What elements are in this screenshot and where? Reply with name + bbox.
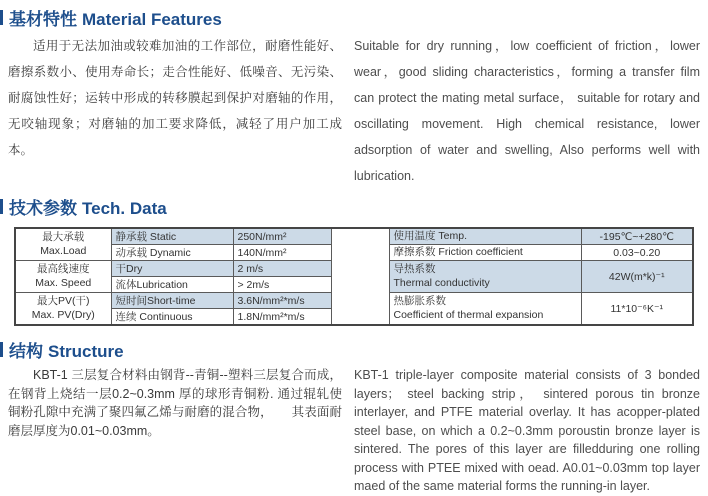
param-value: > 2m/s: [233, 277, 331, 293]
param-value: 140N/mm²: [233, 245, 331, 261]
heading-structure: [0, 337, 708, 362]
heading-zh: 基材特性: [9, 10, 77, 29]
param-value: 250N/mm²: [233, 228, 331, 245]
param-value: 11*10⁻⁶K⁻¹: [581, 293, 693, 326]
param-label: 短时间Short-time: [111, 293, 233, 309]
tech-data-table: [14, 227, 694, 326]
param-label: 干Dry: [111, 261, 233, 277]
heading-en: Tech. Data: [82, 199, 167, 218]
param-label-zh: 导热系数: [393, 262, 436, 275]
group-label-en: Max. Speed: [35, 276, 92, 289]
heading-material-features-text: [9, 5, 222, 30]
heading-zh: 技术参数: [9, 199, 77, 218]
structure-paragraph-en: KBT-1 triple-layer composite material consists of 3 bonded layers； steel backing strip， sintered porous tin bronze interlayer, and PTFE material overlay. It has acopper-plated steel base, on which a 0.2~0.3mm poroustin bronze layer is sintered. The pores of this layer are filledduring one rolling process with PTEE mixed with oead. A0.01~0.03mm top layer maed of the same material forms the running-in layer.: [354, 368, 700, 493]
param-label-en: Thermal conductivity: [393, 276, 490, 289]
param-value: 1.8N/mm²*m/s: [233, 309, 331, 326]
group-label-zh: 最高线速度: [37, 263, 90, 276]
structure-columns: [0, 362, 708, 496]
table-row: [15, 228, 693, 245]
structure-column-chinese: [8, 362, 342, 496]
heading-accent-bar: [0, 342, 3, 357]
group-label-max-pv: [15, 293, 111, 326]
heading-tech-data-text: [9, 194, 167, 219]
structure-paragraph-zh: KBT-1 三层复合材料由钢背--青铜--塑料三层复合而成，在钢背上烧结一层0.2~0.3mm 厚的球形青铜粉. 通过辊轧使铜粉孔隙中充满了聚四氟乙烯与耐磨的混合物， 其表面耐磨层厚度为0.01~0.03mm。: [8, 368, 342, 438]
heading-accent-bar: [0, 199, 3, 214]
param-label: 静承载 Static: [111, 228, 233, 245]
param-label: [389, 261, 581, 293]
features-columns: [0, 30, 708, 189]
heading-material-features: [0, 5, 708, 30]
param-label: 连续 Continuous: [111, 309, 233, 326]
param-label-zh: 使用温度 Temp.: [393, 229, 468, 242]
param-label: [389, 245, 581, 261]
heading-en: Structure: [48, 342, 124, 361]
group-label-zh: 最大承载: [42, 231, 85, 244]
group-label-zh: 最大PV(干): [37, 295, 90, 308]
param-value: 3.6N/mm²*m/s: [233, 293, 331, 309]
param-label-en: Coefficient of thermal expansion: [393, 308, 544, 321]
structure-column-english: [354, 362, 700, 496]
param-label: 流体Lubrication: [111, 277, 233, 293]
heading-en: Material Features: [82, 10, 222, 29]
datasheet-page: [0, 5, 708, 493]
section-material-features: [0, 5, 708, 189]
param-label-zh: 热膨胀系数: [393, 294, 446, 307]
heading-structure-text: [9, 337, 124, 362]
group-label-en: Max. PV(Dry): [31, 308, 95, 321]
group-label-max-speed: [15, 261, 111, 293]
param-label: [389, 293, 581, 326]
table-gap-column: [331, 228, 389, 325]
param-label-zh: 摩擦系数 Friction coefficient: [393, 245, 523, 258]
features-column-chinese: [8, 30, 342, 189]
heading-tech-data: [0, 194, 708, 219]
group-label-max-load: [15, 228, 111, 261]
features-paragraph-en: Suitable for dry running，low coefficient of friction，lower wear，good sliding characteristics，forming a transfer film can protect the mating metal surface， suitable for rotary and oscillating movement. High chemical resistance, lower adsorption of water and swelling, Also performs well with lubrication.: [354, 39, 700, 183]
param-label: [389, 228, 581, 245]
heading-accent-bar: [0, 10, 3, 25]
param-value: 42W(m*k)⁻¹: [581, 261, 693, 293]
features-paragraph-zh: 适用于无法加油或较难加油的工作部位，耐磨性能好、磨擦系数小、使用寿命长；走合性能好、低噪音、无污染、耐腐蚀性好；运转中形成的转移膜起到保护对磨轴的作用，无咬轴现象；对磨轴的加工要求降低，减轻了用户加工成本。: [8, 39, 342, 157]
param-value: 0.03~0.20: [581, 245, 693, 261]
group-label-en: Max.Load: [40, 244, 87, 257]
section-structure: [0, 337, 708, 496]
param-value: -195℃~+280℃: [581, 228, 693, 245]
param-value: 2 m/s: [233, 261, 331, 277]
section-tech-data: [0, 194, 708, 326]
features-column-english: [354, 30, 700, 189]
param-label: 动承载 Dynamic: [111, 245, 233, 261]
heading-zh: 结构: [9, 342, 43, 361]
